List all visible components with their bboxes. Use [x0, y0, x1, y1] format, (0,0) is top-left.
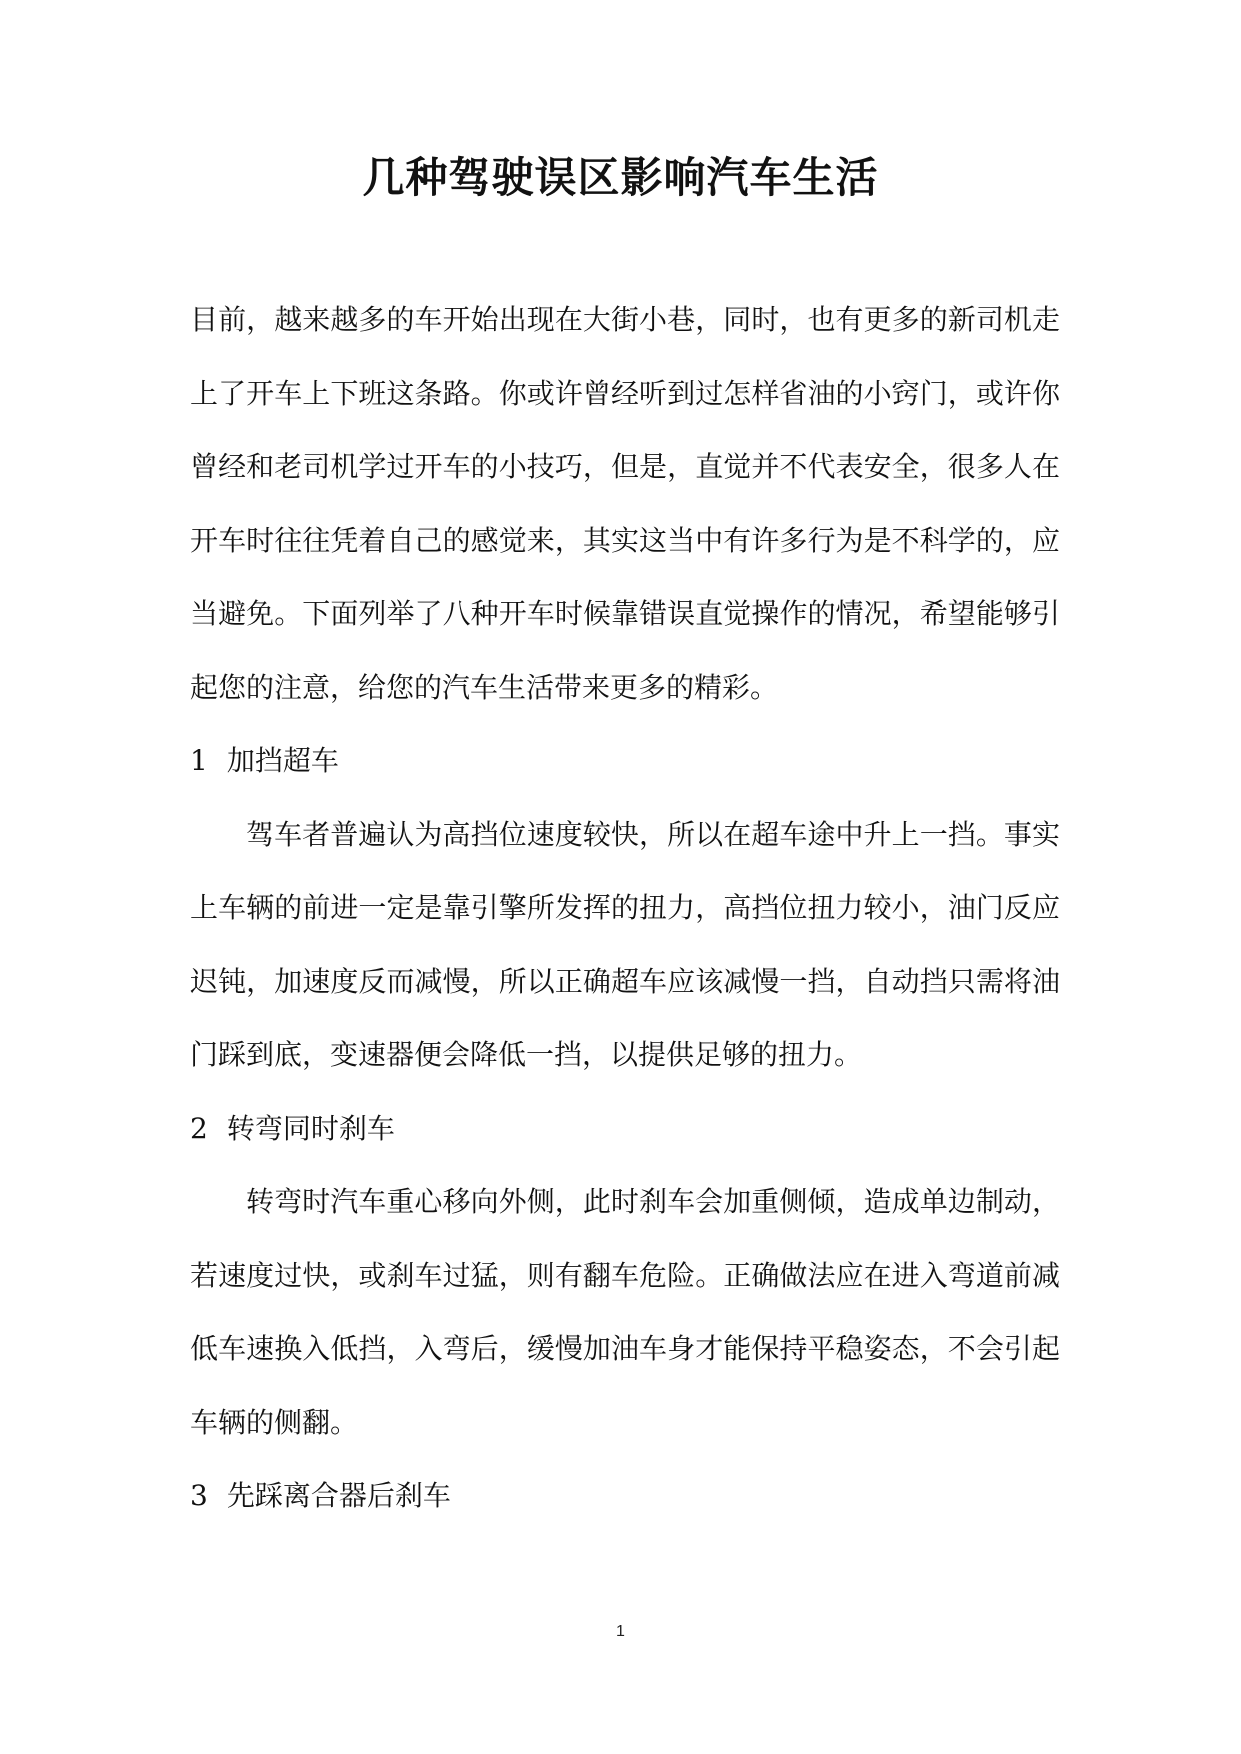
- section-number: 3: [190, 1479, 208, 1512]
- section-number: 1: [190, 744, 208, 777]
- section-number: 2: [190, 1111, 208, 1145]
- section-heading-1: [190, 724, 1060, 798]
- section-heading-2: [190, 1092, 1060, 1166]
- document-title: 几种驾驶误区影响汽车生活: [362, 153, 879, 202]
- intro-paragraph: 目前，越来越多的车开始出现在大街小巷，同时，也有更多的新司机走上了开车上下班这条路。你或许曾经听到过怎样省油的小窍门，或许你曾经和老司机学过开车的小技巧，但是，直觉并不代表安全，很多人在开车时往往凭着自己的感觉来，其实这当中有许多行为是不科学的，应当避免。下面列举了八种开车时候靠错误直觉操作的情况，希望能够引起您的注意，给您的汽车生活带来更多的精彩。: [190, 303, 1060, 704]
- section-heading-3: [190, 1459, 1060, 1533]
- section-heading-text: 加挡超车: [226, 744, 339, 777]
- section-paragraph-2: 转弯时汽车重心移向外侧，此时刹车会加重侧倾，造成单边制动，若速度过快，或刹车过猛，则有翻车危险。正确做法应在进入弯道前减低车速换入低挡，入弯后，缓慢加油车身才能保持平稳姿态，不会引起车辆的侧翻。: [190, 1185, 1060, 1439]
- section-heading-text: 先踩离合器后刹车: [226, 1479, 451, 1512]
- page-number: 1: [616, 1623, 625, 1640]
- document-body: [190, 283, 1060, 1533]
- section-paragraph-1: 驾车者普遍认为高挡位速度较快，所以在超车途中升上一挡。事实上车辆的前进一定是靠引擎所发挥的扭力，高挡位扭力较小，油门反应迟钝，加速度反而减慢，所以正确超车应该减慢一挡，自动挡只需将油门踩到底，变速器便会降低一挡，以提供足够的扭力。: [190, 817, 1060, 1071]
- section-heading-text: 转弯同时刹车: [226, 1111, 395, 1145]
